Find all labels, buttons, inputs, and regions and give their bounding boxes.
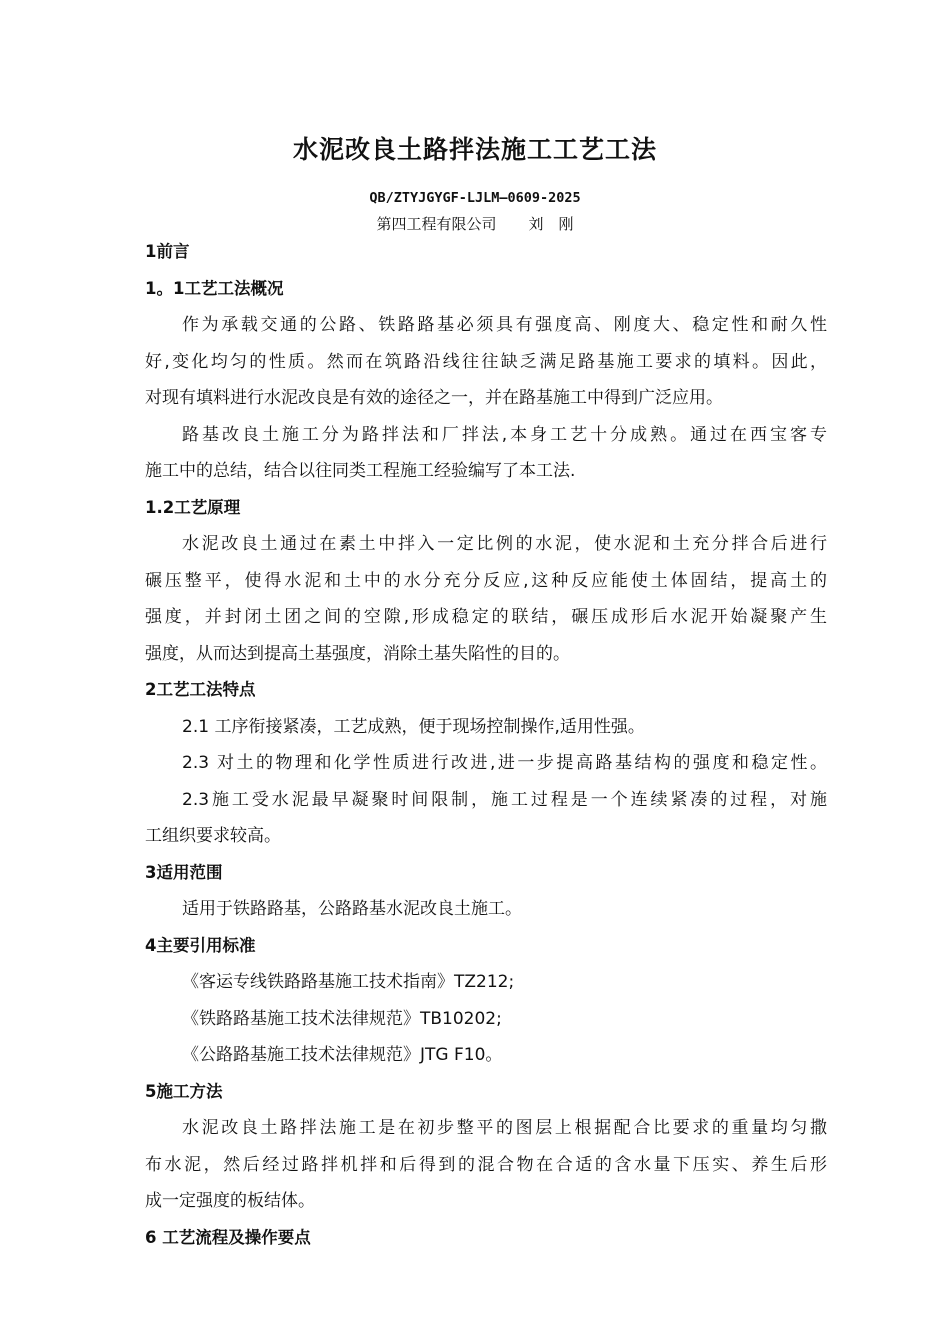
- section-heading: 1.2工艺原理: [145, 497, 241, 517]
- section-heading: 1前言: [145, 242, 190, 261]
- paragraph-line: 2.3 对土的物理和化学性质进行改进,进一步提高路基结构的强度和稳定性。: [182, 753, 827, 773]
- paragraph-line: 强度，从而达到提高土基强度，消除土基失陷性的目的。: [145, 643, 570, 664]
- paragraph-line: 水泥改良土路拌法施工是在初步整平的图层上根据配合比要求的重量均匀撒: [182, 1118, 827, 1138]
- paragraph-line: 工组织要求较高。: [145, 826, 281, 846]
- paragraph-line: 好,变化均匀的性质。然而在筑路沿线往往缺乏满足路基施工要求的填料。因此，: [145, 351, 827, 372]
- paragraph-line: 布水泥，然后经过路拌机拌和后得到的混合物在合适的含水量下压实、养生后形: [145, 1154, 827, 1175]
- paragraph-line: 强度，并封闭土团之间的空隙,形成稳定的联结，碾压成形后水泥开始凝聚产生: [145, 607, 827, 627]
- paragraph-line: 对现有填料进行水泥改良是有效的途径之一，并在路基施工中得到广泛应用。: [145, 388, 723, 408]
- section-heading: 6 工艺流程及操作要点: [145, 1227, 311, 1247]
- document-title: 水泥改良土路拌法施工工艺工法: [292, 135, 657, 164]
- reference-item: 《客运专线铁路路基施工技术指南》TZ212;: [182, 972, 515, 992]
- document-body: [145, 234, 827, 1256]
- paragraph-line: 2.1 工序衔接紧凑，工艺成熟，便于现场控制操作,适用性强。: [182, 716, 645, 737]
- section-heading: 4主要引用标准: [145, 935, 256, 955]
- byline: [0, 213, 950, 234]
- paragraph-line: 碾压整平，使得水泥和土中的水分充分反应,这种反应能使土体固结，提高土的: [145, 570, 827, 591]
- paragraph-line: 水泥改良土通过在素土中拌入一定比例的水泥，使水泥和土充分拌合后进行: [182, 534, 827, 554]
- paragraph-line: 2.3施工受水泥最早凝聚时间限制，施工过程是一个连续紧凑的过程，对施: [182, 789, 827, 810]
- company-name: 第四工程有限公司: [376, 215, 497, 233]
- section-heading: 3适用范围: [145, 862, 223, 882]
- section-heading: 5施工方法: [145, 1081, 223, 1101]
- section-heading: 1。1工艺工法概况: [145, 278, 284, 298]
- standard-code: QB/ZTYJGYGF-LJLM—0609-2025: [369, 190, 581, 206]
- paragraph-line: 施工中的总结，结合以往同类工程施工经验编写了本工法.: [145, 461, 576, 481]
- reference-item: 《铁路路基施工技术法律规范》TB10202;: [182, 1008, 502, 1029]
- paragraph-line: 适用于铁路路基，公路路基水泥改良土施工。: [182, 899, 522, 919]
- paragraph-line: 作为承载交通的公路、铁路路基必须具有强度高、刚度大、稳定性和耐久性: [182, 315, 827, 335]
- author-name: 刘 刚: [528, 215, 574, 233]
- paragraph-line: 成一定强度的板结体。: [145, 1191, 315, 1211]
- reference-item: 《公路路基施工技术法律规范》JTG F10。: [182, 1045, 503, 1065]
- paragraph-line: 路基改良土施工分为路拌法和厂拌法,本身工艺十分成熟。通过在西宝客专: [182, 424, 827, 445]
- section-heading: 2工艺工法特点: [145, 680, 256, 699]
